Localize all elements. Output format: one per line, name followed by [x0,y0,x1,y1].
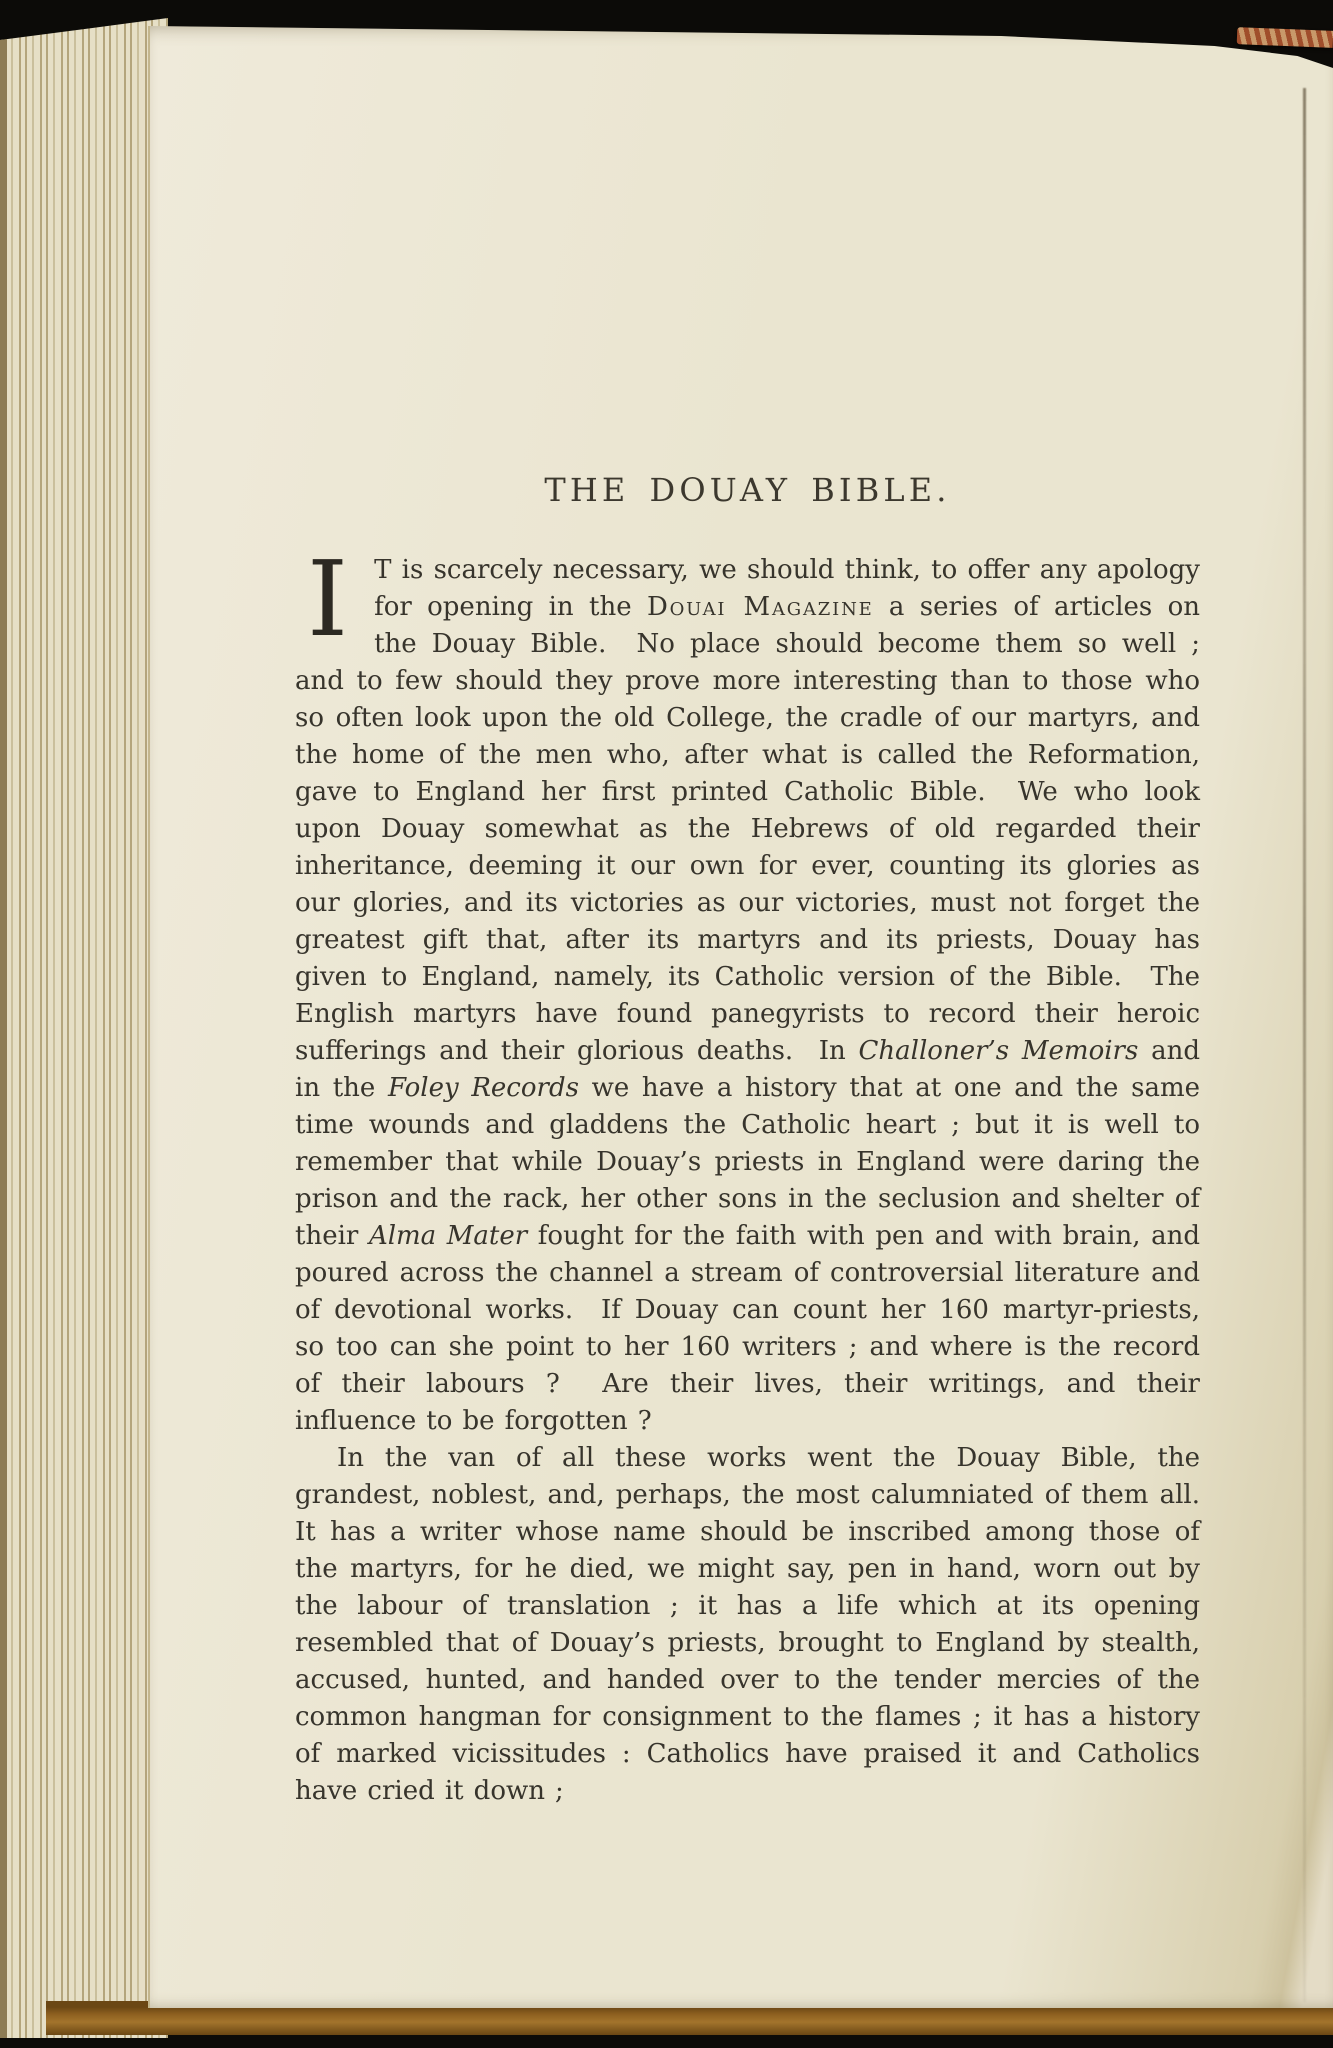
text-run: and in the [295,1036,1211,1103]
paragraph [295,538,1211,1440]
drop-cap: I [307,538,349,660]
text-run: fought for the faith with pen and with brain, and poured across the channel a stream of controversial literature and of devotional works. If Douay can count her 160 martyr-priests, so too can she point to her 160 writers ; and where is the record of their labours ? Are their lives, their writings, and their influence to be forgotten ? [295,1221,1211,1436]
page-text [295,468,1221,1810]
paragraph [295,1440,1221,1810]
page-title: THE DOUAY BIBLE. [544,471,951,509]
paragraph-container [295,538,1221,1810]
book-page-edges [0,18,168,2038]
book-headband [1237,27,1333,48]
text-run: Douai Magazine [646,592,874,622]
text-run: Challoner’s Memoirs [858,1036,1139,1066]
text-run: In the van of all these works went the Douay Bible, the grandest, noblest, and, perhaps, the most calumniated of them all. It has a writer whose name should be inscribed among those of the martyrs, for he died, we might say, pen in hand, worn out by the labour of translation ; it has a life which at its opening resembled that of Douay’s priests, brought to England by stealth, accused, hunted, and handed over to the tender mercies of the common hangman for consignment to the flames ; it has a history of marked vicissitudes : Catholics have praised it and Catholics have cried it down ; [295,1443,1221,1806]
text-run: we have a history that at one and the same time wounds and gladdens the Catholic heart ; but it is well to remember that while Douay’s priests in England were daring the prison and the rack, her other sons in the seclusion and shelter of their [295,1073,1211,1251]
text-run: Alma Mater [368,1221,528,1251]
text-run: T is scarcely necessary, we should think, to offer any apology for opening in the [374,555,1211,622]
page-gutter-crease [1303,88,1306,2002]
text-run: Foley Records [388,1073,579,1103]
text-run: a series of articles on the Douay Bible. No place should become them so well ; and to few should they prove more interesting than to those who so often look upon the old College, the cradle of our martyrs, and the home of the men who, after what is called the Reformation, gave to England her first printed Catholic Bible. We who look upon Douay somewhat as the Hebrews of old regarded their inheritance, deeming it our own for ever, counting its glories as our glories, and its victories as our victories, must not forget the greatest gift that, after its martyrs and its priests, Douay has given to England, namely, its Catholic version of the Bible. The English martyrs have found panegyrists to record their heroic sufferings and their glorious deaths. In [295,592,1211,1066]
